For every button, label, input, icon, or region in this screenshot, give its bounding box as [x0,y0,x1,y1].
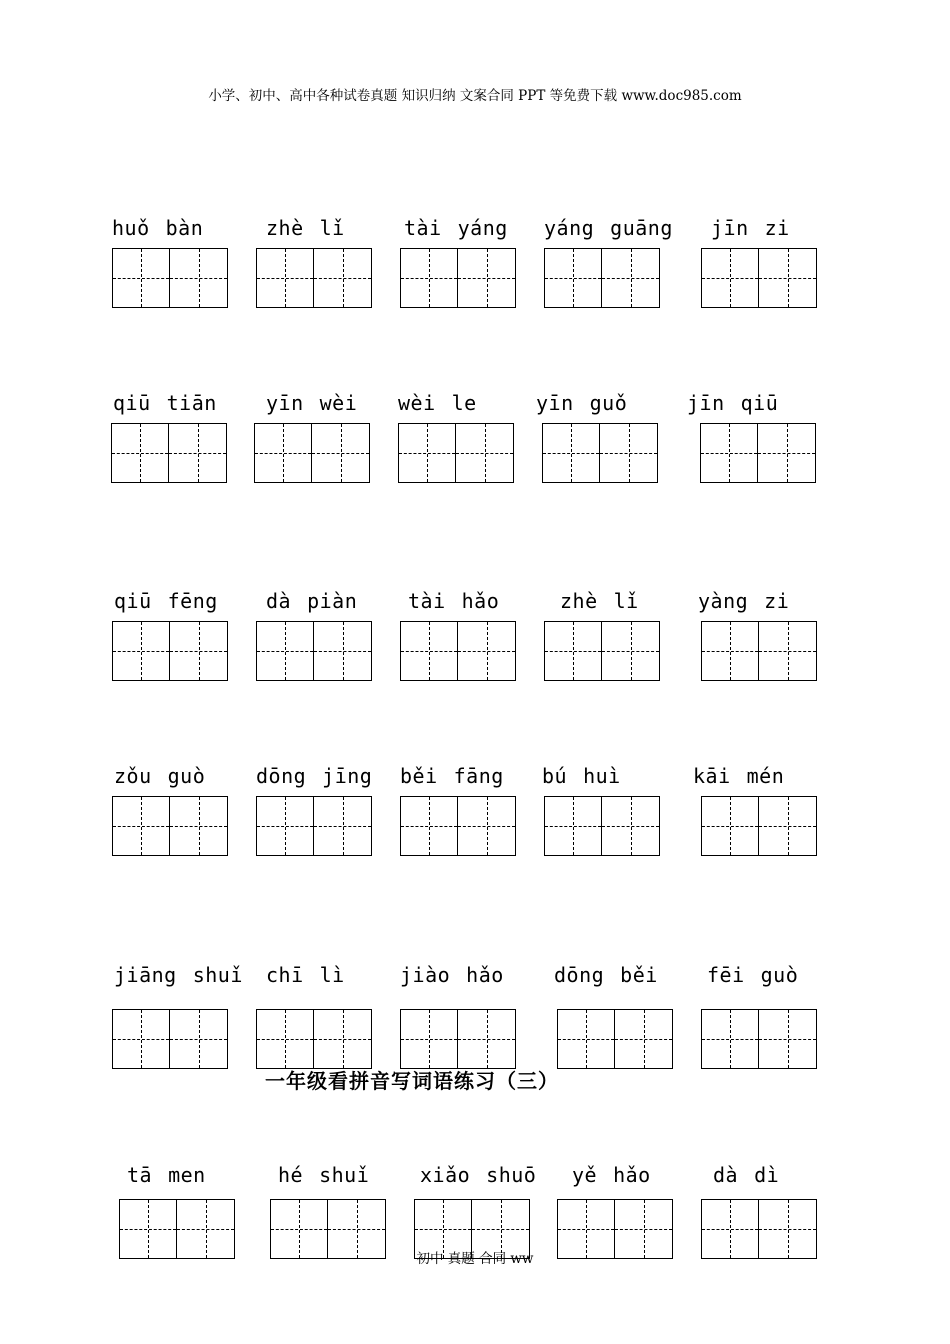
tianzige-grid [112,1009,228,1069]
writing-cell[interactable] [312,423,370,483]
writing-cell[interactable] [256,248,314,308]
tianzige-grid [700,423,816,483]
tianzige-grid [256,248,372,308]
writing-cell[interactable] [557,1009,615,1069]
writing-cell[interactable] [602,621,660,681]
pinyin-syllable: běi [400,764,438,788]
tianzige-grid [111,423,227,483]
writing-cell[interactable] [314,1009,372,1069]
writing-cell[interactable] [759,1009,817,1069]
pinyin-syllable: dà [266,589,292,613]
writing-cell[interactable] [400,621,458,681]
pinyin-syllable: kāi [693,764,731,788]
pinyin-label [693,764,853,788]
writing-cell[interactable] [458,621,516,681]
pinyin-syllable: guò [760,963,799,987]
writing-cell[interactable] [314,248,372,308]
tianzige-grid [544,796,660,856]
writing-cell[interactable] [314,796,372,856]
pinyin-syllable: hǎo [461,589,500,613]
pinyin-syllable: tài [404,216,442,240]
pinyin-label [113,391,273,415]
writing-cell[interactable] [170,1009,228,1069]
writing-cell[interactable] [602,248,660,308]
pinyin-syllable: hǎo [613,1163,651,1187]
pinyin-label [256,764,416,788]
writing-cell[interactable] [544,248,602,308]
writing-cell[interactable] [170,248,228,308]
pinyin-syllable: yīn [536,391,574,415]
writing-cell[interactable] [700,423,758,483]
tianzige-grid [542,423,658,483]
pinyin-label [698,589,858,613]
pinyin-syllable: lì [319,963,345,987]
pinyin-syllable: fēi [707,963,745,987]
pinyin-label [114,764,274,788]
writing-cell[interactable] [456,423,514,483]
pinyin-syllable: jiào [400,963,451,987]
pinyin-label [536,391,696,415]
pinyin-syllable: zǒu [114,764,152,788]
writing-cell[interactable] [400,248,458,308]
tianzige-grid [701,248,817,308]
writing-cell[interactable] [112,1009,170,1069]
pinyin-syllable: qiū [114,589,152,613]
writing-cell[interactable] [758,423,816,483]
pinyin-syllable: men [168,1163,206,1187]
writing-cell[interactable] [458,1009,516,1069]
pinyin-syllable: dì [754,1163,780,1187]
pinyin-syllable: tā [127,1163,153,1187]
pinyin-label [127,1163,287,1187]
pinyin-label [114,963,274,987]
writing-cell[interactable] [544,796,602,856]
pinyin-syllable: le [451,391,477,415]
pinyin-syllable: jīn [711,216,749,240]
pinyin-syllable: lǐ [319,216,345,240]
pinyin-label [544,216,704,240]
pinyin-syllable: yě [572,1163,598,1187]
pinyin-syllable: guǒ [589,391,628,415]
writing-cell[interactable] [170,796,228,856]
tianzige-grid [701,796,817,856]
tianzige-grid [701,621,817,681]
tianzige-grid [112,796,228,856]
pinyin-syllable: xiǎo [420,1163,471,1187]
writing-cell[interactable] [256,1009,314,1069]
pinyin-syllable: dōng [554,963,605,987]
pinyin-label [420,1163,580,1187]
pinyin-syllable: shuǐ [192,963,243,987]
tianzige-grid [701,1009,817,1069]
pinyin-syllable: piàn [307,589,358,613]
pinyin-syllable: zi [764,216,790,240]
writing-cell[interactable] [600,423,658,483]
tianzige-grid [256,796,372,856]
pinyin-label [114,589,274,613]
tianzige-grid [254,423,370,483]
tianzige-grid [557,1009,673,1069]
pinyin-syllable: zhè [560,589,598,613]
writing-cell[interactable] [458,248,516,308]
writing-cell[interactable] [398,423,456,483]
writing-cell[interactable] [112,796,170,856]
pinyin-syllable: bàn [165,216,204,240]
pinyin-syllable: yáng [544,216,595,240]
tianzige-grid [398,423,514,483]
pinyin-label [560,589,720,613]
writing-cell[interactable] [759,796,817,856]
pinyin-label [266,589,426,613]
pinyin-syllable: bú [542,764,568,788]
tianzige-grid [544,248,660,308]
writing-cell[interactable] [759,248,817,308]
pinyin-syllable: jīng [322,764,373,788]
pinyin-syllable: huì [583,764,621,788]
pinyin-syllable: qiū [113,391,151,415]
tianzige-grid [112,248,228,308]
section-title: 一年级看拼音写词语练习（三） [265,1069,559,1093]
tianzige-grid [400,621,516,681]
pinyin-label [711,216,871,240]
pinyin-label [404,216,564,240]
writing-cell[interactable] [400,796,458,856]
pinyin-label [400,764,560,788]
pinyin-label [687,391,847,415]
pinyin-syllable: shuō [486,1163,537,1187]
pinyin-syllable: mén [746,764,785,788]
pinyin-label [278,1163,438,1187]
writing-cell[interactable] [542,423,600,483]
pinyin-syllable: hé [278,1163,304,1187]
writing-cell[interactable] [112,248,170,308]
pinyin-syllable: hǎo [466,963,504,987]
writing-cell[interactable] [170,621,228,681]
tianzige-grid [256,1009,372,1069]
page-header: 小学、初中、高中各种试卷真题 知识归纳 文案合同 PPT 等免费下载 www.doc985.com [208,88,742,104]
pinyin-syllable: lǐ [613,589,639,613]
writing-cell[interactable] [458,796,516,856]
pinyin-syllable: tiān [166,391,217,415]
writing-cell[interactable] [701,621,759,681]
writing-cell[interactable] [112,621,170,681]
pinyin-syllable: běi [620,963,658,987]
tianzige-grid [544,621,660,681]
pinyin-syllable: shuǐ [319,1163,370,1187]
pinyin-label [398,391,558,415]
writing-cell[interactable] [701,796,759,856]
writing-cell[interactable] [254,423,312,483]
pinyin-label [266,216,426,240]
tianzige-grid [112,621,228,681]
pinyin-syllable: dōng [256,764,307,788]
pinyin-syllable: zi [764,589,790,613]
writing-cell[interactable] [701,248,759,308]
pinyin-label [707,963,867,987]
pinyin-syllable: jīn [687,391,725,415]
writing-cell[interactable] [759,621,817,681]
writing-cell[interactable] [169,423,227,483]
writing-cell[interactable] [615,1009,673,1069]
pinyin-label [408,589,568,613]
pinyin-syllable: huǒ [112,216,150,240]
tianzige-grid [400,248,516,308]
writing-cell[interactable] [314,621,372,681]
pinyin-syllable: yàng [698,589,749,613]
pinyin-label [554,963,714,987]
writing-cell[interactable] [111,423,169,483]
pinyin-syllable: fāng [453,764,504,788]
pinyin-syllable: fēng [167,589,218,613]
pinyin-syllable: zhè [266,216,304,240]
pinyin-syllable: jiāng [114,963,177,987]
pinyin-syllable: tài [408,589,446,613]
tianzige-grid [256,621,372,681]
tianzige-grid [400,796,516,856]
pinyin-syllable: qiū [740,391,779,415]
pinyin-label [400,963,560,987]
writing-cell[interactable] [701,1009,759,1069]
pinyin-label [542,764,702,788]
tianzige-grid [400,1009,516,1069]
pinyin-label [112,216,272,240]
pinyin-syllable: guò [167,764,206,788]
writing-cell[interactable] [256,796,314,856]
pinyin-syllable: chī [266,963,304,987]
writing-cell[interactable] [544,621,602,681]
pinyin-label [572,1163,732,1187]
pinyin-syllable: wèi [319,391,358,415]
writing-cell[interactable] [602,796,660,856]
pinyin-syllable: wèi [398,391,436,415]
pinyin-syllable: yīn [266,391,304,415]
writing-cell[interactable] [256,621,314,681]
pinyin-syllable: guāng [610,216,673,240]
pinyin-syllable: yáng [457,216,508,240]
writing-cell[interactable] [400,1009,458,1069]
page-footer: 初中 真题 合同 ww [416,1251,534,1267]
pinyin-label [713,1163,873,1187]
pinyin-syllable: dà [713,1163,739,1187]
